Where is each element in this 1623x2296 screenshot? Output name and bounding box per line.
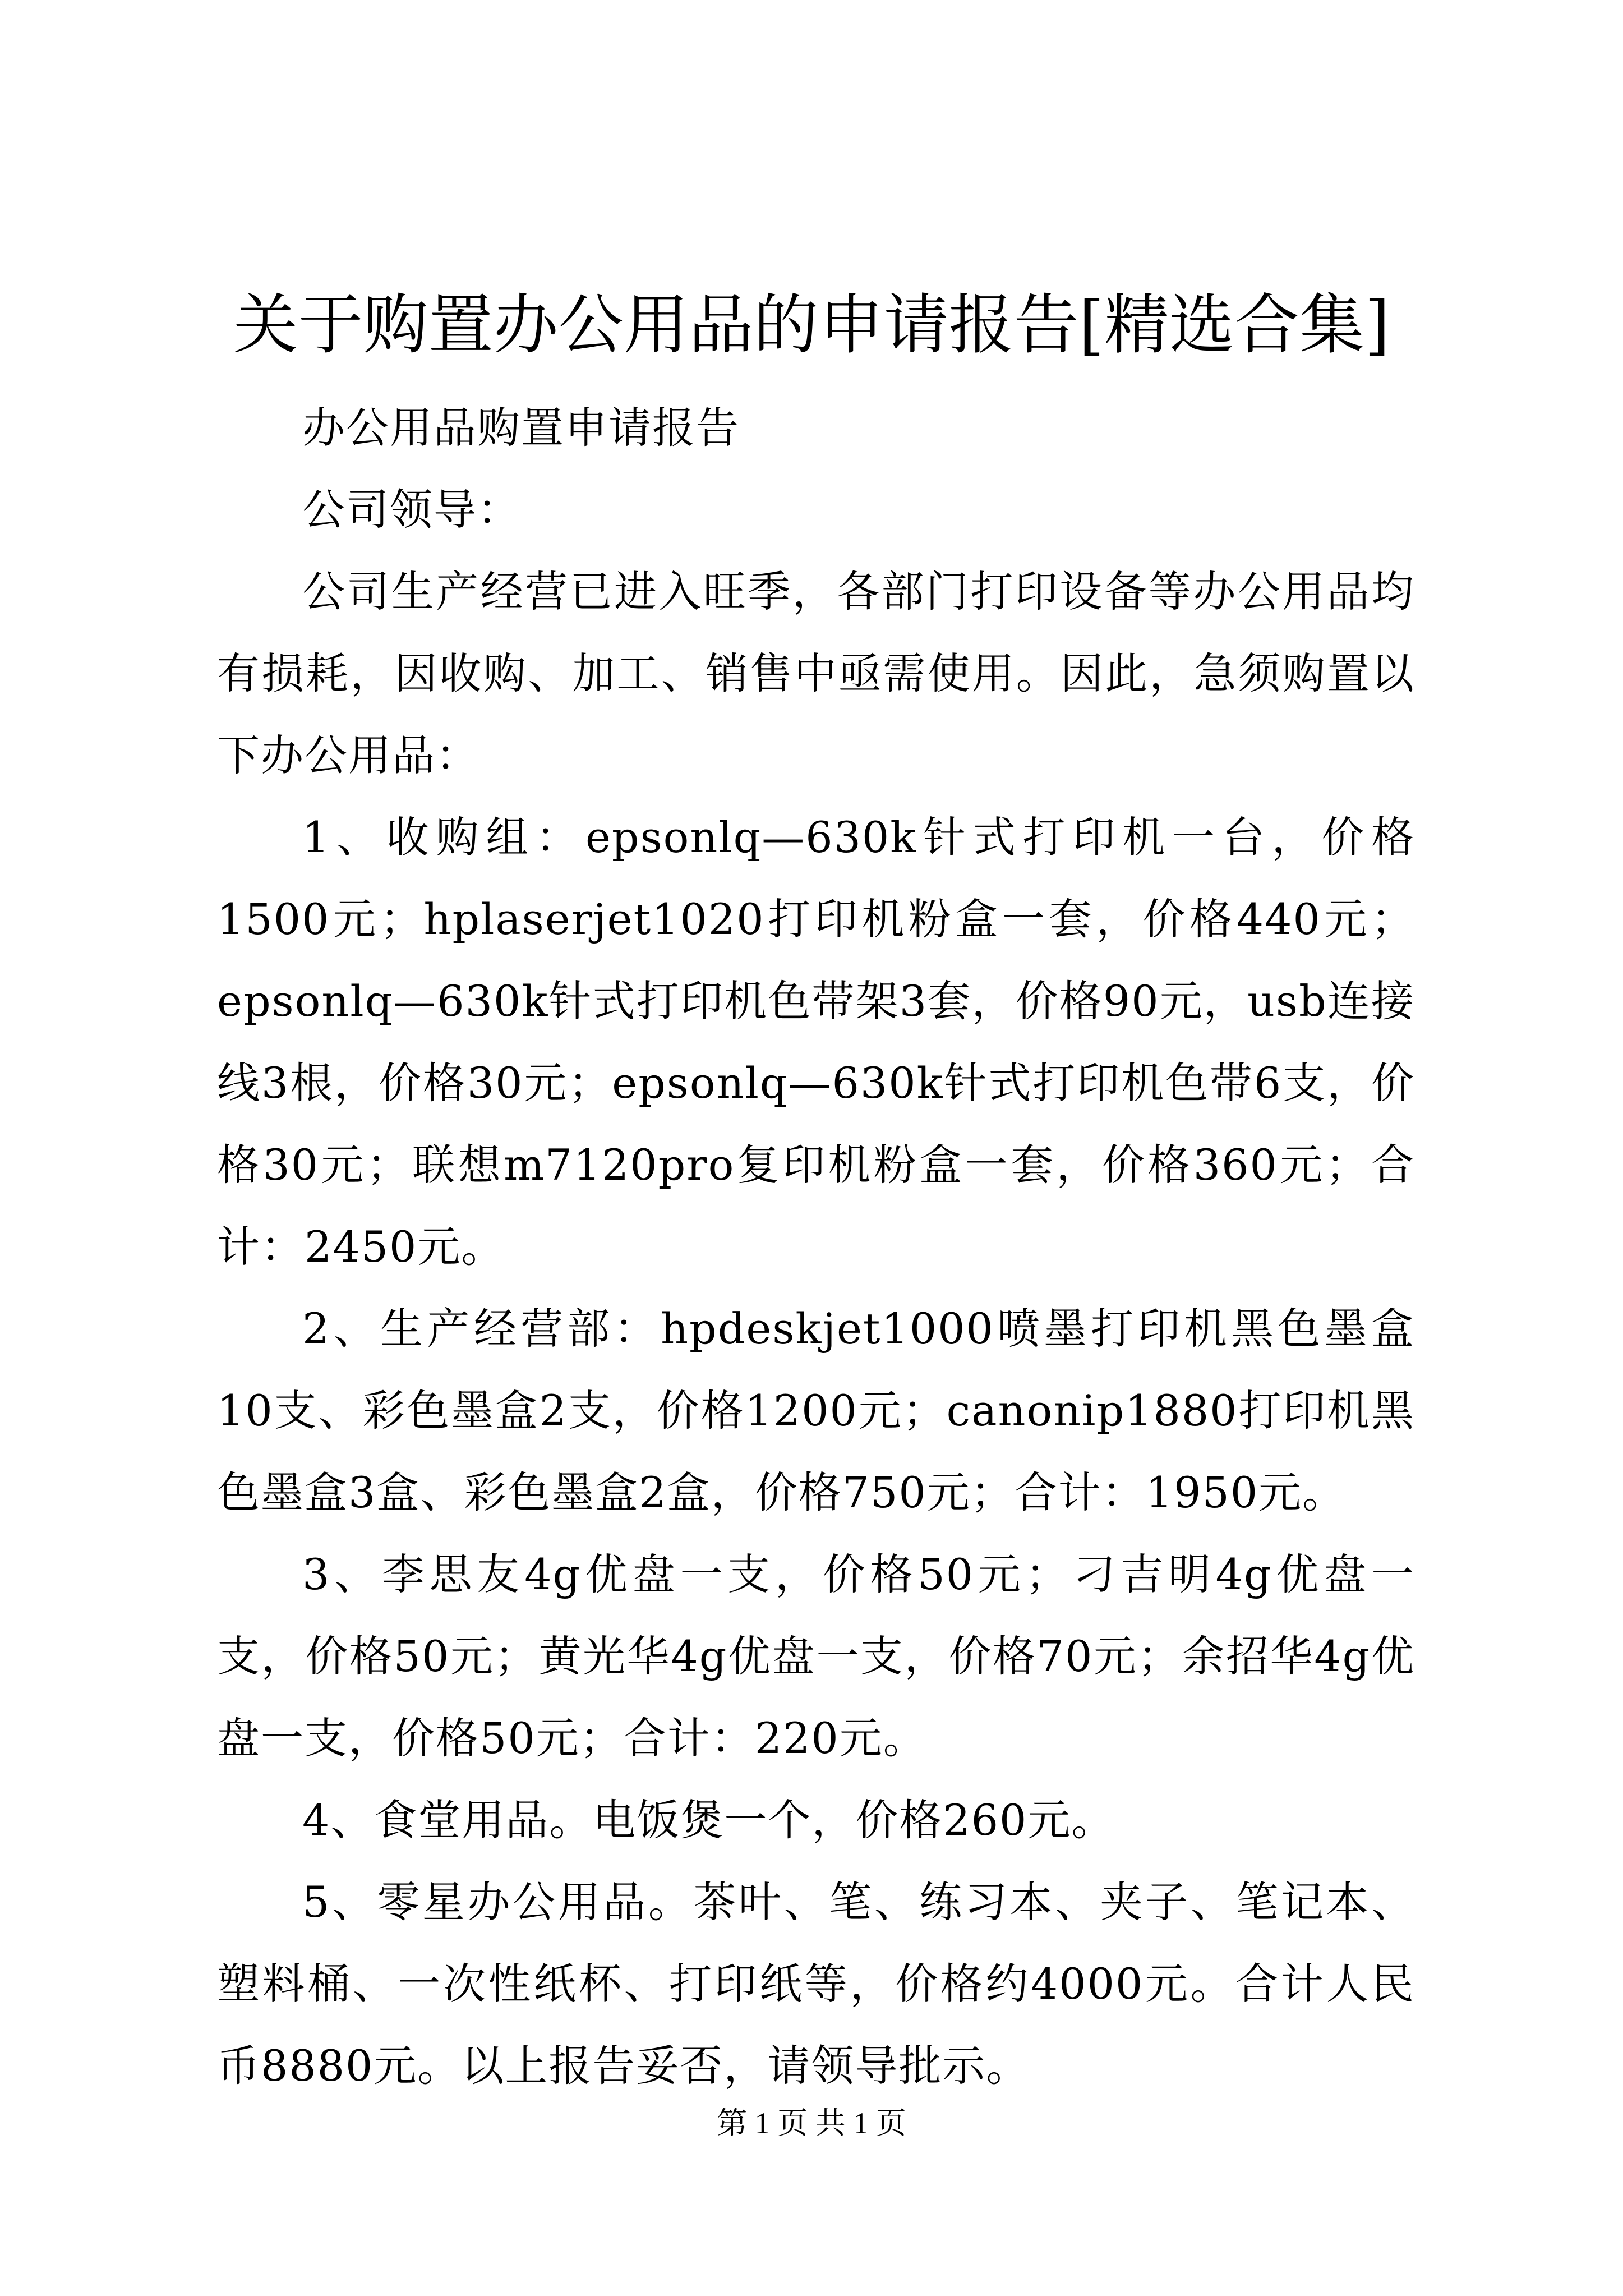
paragraph-item-2: 2、生产经营部：hpdeskjet1000喷墨打印机黑色墨盒10支、彩色墨盒2支，价格1200元；canonip1880打印机黑色墨盒3盒、彩色墨盒2盒，价格750元；合计：1950元。 [217, 1304, 1415, 1517]
document-body [217, 387, 1415, 2107]
paragraph-item-4: 4、食堂用品。电饭煲一个，价格260元。 [302, 1795, 1115, 1845]
paragraph-item-5: 5、零星办公用品。茶叶、笔、练习本、夹子、笔记本、塑料桶、一次性纸杯、打印纸等，价格约4000元。合计人民币8880元。以上报告妥否，请领导批示。 [217, 1877, 1415, 2091]
paragraph-subtitle: 办公用品购置申请报告 [302, 403, 740, 453]
paragraph-item-3: 3、李思友4g优盘一支，价格50元；刁吉明4g优盘一支，价格50元；黄光华4g优盘一支，价格70元；余招华4g优盘一支，价格50元；合计：220元。 [217, 1549, 1415, 1763]
paragraph-intro: 公司生产经营已进入旺季，各部门打印设备等办公用品均有损耗，因收购、加工、销售中亟需使用。因此，急须购置以下办公用品： [217, 567, 1415, 780]
document-title: 关于购置办公用品的申请报告[精选合集] [233, 287, 1390, 363]
paragraph-salutation: 公司领导： [302, 485, 521, 535]
paragraph-item-1: 1、收购组：epsonlq—630k针式打印机一台，价格1500元；hplaserjet1020打印机粉盒一套，价格440元；epsonlq—630k针式打印机色带架3套，价格90元，usb连接线3根，价格30元；epsonlq—630k针式打印机色带6支，价格30元；联想m7120pro复印机粉盒一套，价格360元；合计：2450元。 [217, 812, 1415, 1272]
page-number-footer: 第 1 页 共 1 页 [717, 2106, 906, 2140]
